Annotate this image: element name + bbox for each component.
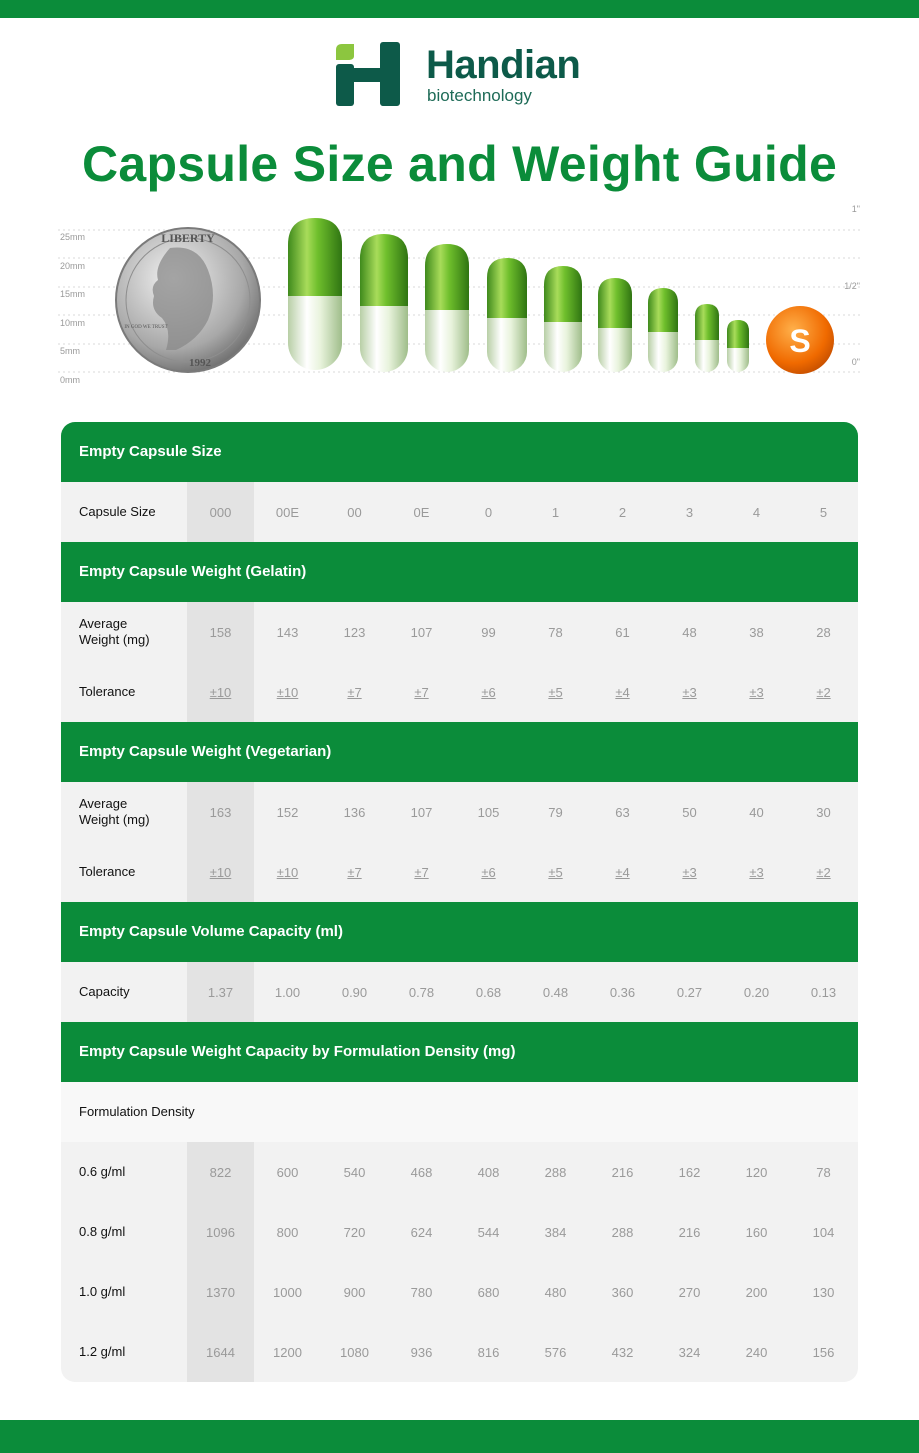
- table-cell: 0: [484, 504, 493, 520]
- table-row: [61, 602, 858, 662]
- table-cell: 408: [477, 1164, 500, 1180]
- table-cell: 1: [551, 504, 560, 520]
- capsule-1-icon: [598, 278, 632, 372]
- table-row: [61, 842, 858, 902]
- capsule-0-icon: [544, 266, 582, 372]
- table-row: [61, 1142, 858, 1202]
- table-cell: 216: [611, 1164, 634, 1180]
- table-cell: 0E: [413, 504, 430, 520]
- quarter-coin-icon: [116, 228, 260, 372]
- table-cell: 324: [678, 1344, 701, 1360]
- row-label: Capacity: [79, 984, 130, 999]
- table-cell: 5: [819, 504, 828, 520]
- coin-word: LIBERTY: [161, 231, 215, 245]
- table-cell: 104: [812, 1224, 835, 1240]
- table-cell: 160: [745, 1224, 768, 1240]
- table-cell: 216: [678, 1224, 701, 1240]
- row-label: Tolerance: [79, 864, 136, 879]
- table-cell: 63: [615, 804, 630, 820]
- section-header-size: Empty Capsule Size: [61, 422, 858, 482]
- row-label: Tolerance: [79, 684, 136, 699]
- row-label: 1.2 g/ml: [79, 1344, 126, 1359]
- table-cell: 107: [410, 804, 433, 820]
- table-cell: 0.36: [609, 984, 636, 1000]
- table-cell: 2: [618, 504, 627, 520]
- table-cell: 200: [745, 1284, 768, 1300]
- inch-label: 1/2": [844, 281, 860, 291]
- capsule-0e-icon: [487, 258, 527, 372]
- table-cell: 28: [816, 624, 831, 640]
- table-cell: 0.78: [408, 984, 435, 1000]
- inch-label: 0": [851, 357, 860, 367]
- table-cell: ±6: [481, 864, 496, 880]
- table-cell: ±3: [749, 864, 764, 880]
- table-cell: 0.90: [341, 984, 368, 1000]
- capsule-size-illustration: [58, 200, 863, 390]
- table-cell: 360: [611, 1284, 634, 1300]
- mm-label: 5mm: [60, 346, 80, 356]
- table-row: [61, 662, 858, 722]
- table-cell: 384: [544, 1224, 567, 1240]
- table-cell: ±10: [209, 864, 232, 880]
- table-cell: ±4: [615, 684, 630, 700]
- table-cell: 816: [477, 1344, 500, 1360]
- table-cell: 544: [477, 1224, 500, 1240]
- table-cell: 270: [678, 1284, 701, 1300]
- table-row: [61, 1322, 858, 1382]
- table-cell: 78: [548, 624, 563, 640]
- table-cell: 78: [816, 1164, 831, 1180]
- table-cell: 00: [347, 504, 362, 520]
- section-header-density: Empty Capsule Weight Capacity by Formulation Density (mg): [61, 1022, 858, 1082]
- table-cell: 936: [410, 1344, 433, 1360]
- table-cell: 156: [812, 1344, 835, 1360]
- table-cell: 780: [410, 1284, 433, 1300]
- brand-subtitle: biotechnology: [427, 86, 532, 105]
- table-cell: ±7: [347, 684, 362, 700]
- table-cell: 480: [544, 1284, 567, 1300]
- mm-label: 10mm: [60, 318, 86, 328]
- row-label: 1.0 g/ml: [79, 1284, 126, 1299]
- row-label: Average Weight (mg): [79, 616, 150, 647]
- section-header-volume: Empty Capsule Volume Capacity (ml): [61, 902, 858, 962]
- table-cell: 1370: [206, 1284, 235, 1300]
- table-cell: ±5: [548, 864, 563, 880]
- table-cell: 288: [544, 1164, 567, 1180]
- table-cell: 50: [682, 804, 697, 820]
- table-cell: 624: [410, 1224, 433, 1240]
- section-header-vegetarian: Empty Capsule Weight (Vegetarian): [61, 722, 858, 782]
- table-cell: 540: [343, 1164, 366, 1180]
- brand-logo: [334, 42, 614, 110]
- table-cell: 40: [749, 804, 764, 820]
- capsule-00-icon: [425, 244, 469, 372]
- table-cell: ±3: [749, 684, 764, 700]
- density-sub-label: Formulation Density: [79, 1104, 195, 1119]
- table-cell: 576: [544, 1344, 567, 1360]
- top-band: [0, 0, 919, 18]
- row-label: Average Weight (mg): [79, 796, 150, 827]
- table-cell: 48: [682, 624, 697, 640]
- table-row: [61, 1202, 858, 1262]
- table-cell: 1.37: [207, 984, 234, 1000]
- table-cell: 1000: [273, 1284, 302, 1300]
- table-cell: 432: [611, 1344, 634, 1360]
- mm-labels: [60, 232, 85, 385]
- inch-label: 1": [851, 204, 860, 214]
- row-label: 0.6 g/ml: [79, 1164, 126, 1179]
- table-cell: 0.48: [542, 984, 569, 1000]
- table-cell: 0.27: [676, 984, 703, 1000]
- table-cell: ±10: [276, 684, 299, 700]
- mm-label: 15mm: [60, 289, 86, 299]
- table-cell: 1644: [206, 1344, 235, 1360]
- table-cell: ±2: [816, 684, 831, 700]
- inch-labels: [844, 204, 860, 367]
- table-cell: 1200: [273, 1344, 302, 1360]
- table-row: [61, 1262, 858, 1322]
- table-cell: 30: [816, 804, 831, 820]
- table-cell: 3: [685, 504, 694, 520]
- table-cell: 720: [343, 1224, 366, 1240]
- table-cell: 822: [209, 1164, 232, 1180]
- table-cell: 1096: [206, 1224, 235, 1240]
- row-label: Capsule Size: [79, 504, 156, 519]
- table-cell: 105: [477, 804, 500, 820]
- table-cell: 1.00: [274, 984, 301, 1000]
- table-cell: 120: [745, 1164, 768, 1180]
- table-row: [61, 782, 858, 842]
- table-cell: ±7: [347, 864, 362, 880]
- table-cell: ±4: [615, 864, 630, 880]
- brand-name: Handian: [426, 43, 581, 87]
- table-cell: 99: [481, 624, 496, 640]
- table-cell: 000: [209, 504, 232, 520]
- table-cell: 800: [276, 1224, 299, 1240]
- coin-year: 1992: [189, 357, 211, 369]
- table-cell: 136: [343, 804, 366, 820]
- capsule-000-icon: [288, 218, 342, 370]
- table-cell: ±5: [548, 684, 563, 700]
- bottom-band: [0, 1420, 919, 1453]
- coin-motto: IN GOD WE TRUST: [124, 325, 168, 330]
- table-cell: 600: [276, 1164, 299, 1180]
- density-subheader: [61, 1082, 858, 1142]
- table-cell: 1080: [340, 1344, 369, 1360]
- table-cell: 162: [678, 1164, 701, 1180]
- table-cell: 288: [611, 1224, 634, 1240]
- table-cell: ±2: [816, 864, 831, 880]
- mm-label: 20mm: [60, 261, 86, 271]
- capsule-00e-icon: [360, 234, 408, 372]
- table-cell: ±6: [481, 684, 496, 700]
- table-cell: 680: [477, 1284, 500, 1300]
- capsule-4-icon: [727, 320, 749, 372]
- table-cell: 0.68: [475, 984, 502, 1000]
- table-cell: ±10: [209, 684, 232, 700]
- table-cell: 0.13: [810, 984, 837, 1000]
- table-cell: ±7: [414, 864, 429, 880]
- capsule-silhouettes: [288, 218, 834, 374]
- table-cell: 107: [410, 624, 433, 640]
- mm-label: 0mm: [60, 375, 80, 385]
- page-title: Capsule Size and Weight Guide: [81, 136, 838, 192]
- table-cell: 900: [343, 1284, 366, 1300]
- capsule-3-icon: [695, 304, 719, 372]
- table-cell: 152: [276, 804, 299, 820]
- table-row: [61, 962, 858, 1022]
- table-cell: ±10: [276, 864, 299, 880]
- softgel-letter: S: [789, 323, 811, 359]
- table-cell: ±3: [682, 864, 697, 880]
- row-label: 0.8 g/ml: [79, 1224, 126, 1239]
- table-cell: 158: [209, 624, 232, 640]
- mm-label: 25mm: [60, 232, 86, 242]
- table-row: [61, 482, 858, 542]
- capsule-2-icon: [648, 288, 678, 372]
- table-cell: 38: [749, 624, 764, 640]
- table-cell: 79: [548, 804, 563, 820]
- table-cell: 163: [209, 804, 232, 820]
- table-cell: 240: [745, 1344, 768, 1360]
- section-header-gelatin: Empty Capsule Weight (Gelatin): [61, 542, 858, 602]
- table-cell: 468: [410, 1164, 433, 1180]
- table-cell: 00E: [275, 504, 300, 520]
- table-cell: 0.20: [743, 984, 770, 1000]
- capsule-table: [61, 422, 858, 1382]
- table-cell: 130: [812, 1284, 835, 1300]
- handian-logo-icon: [334, 42, 402, 106]
- softgel-icon: [766, 306, 834, 374]
- table-cell: 143: [276, 624, 299, 640]
- table-cell: 4: [752, 504, 761, 520]
- table-cell: ±3: [682, 684, 697, 700]
- table-cell: 123: [343, 624, 366, 640]
- table-cell: ±7: [414, 684, 429, 700]
- table-cell: 61: [615, 624, 630, 640]
